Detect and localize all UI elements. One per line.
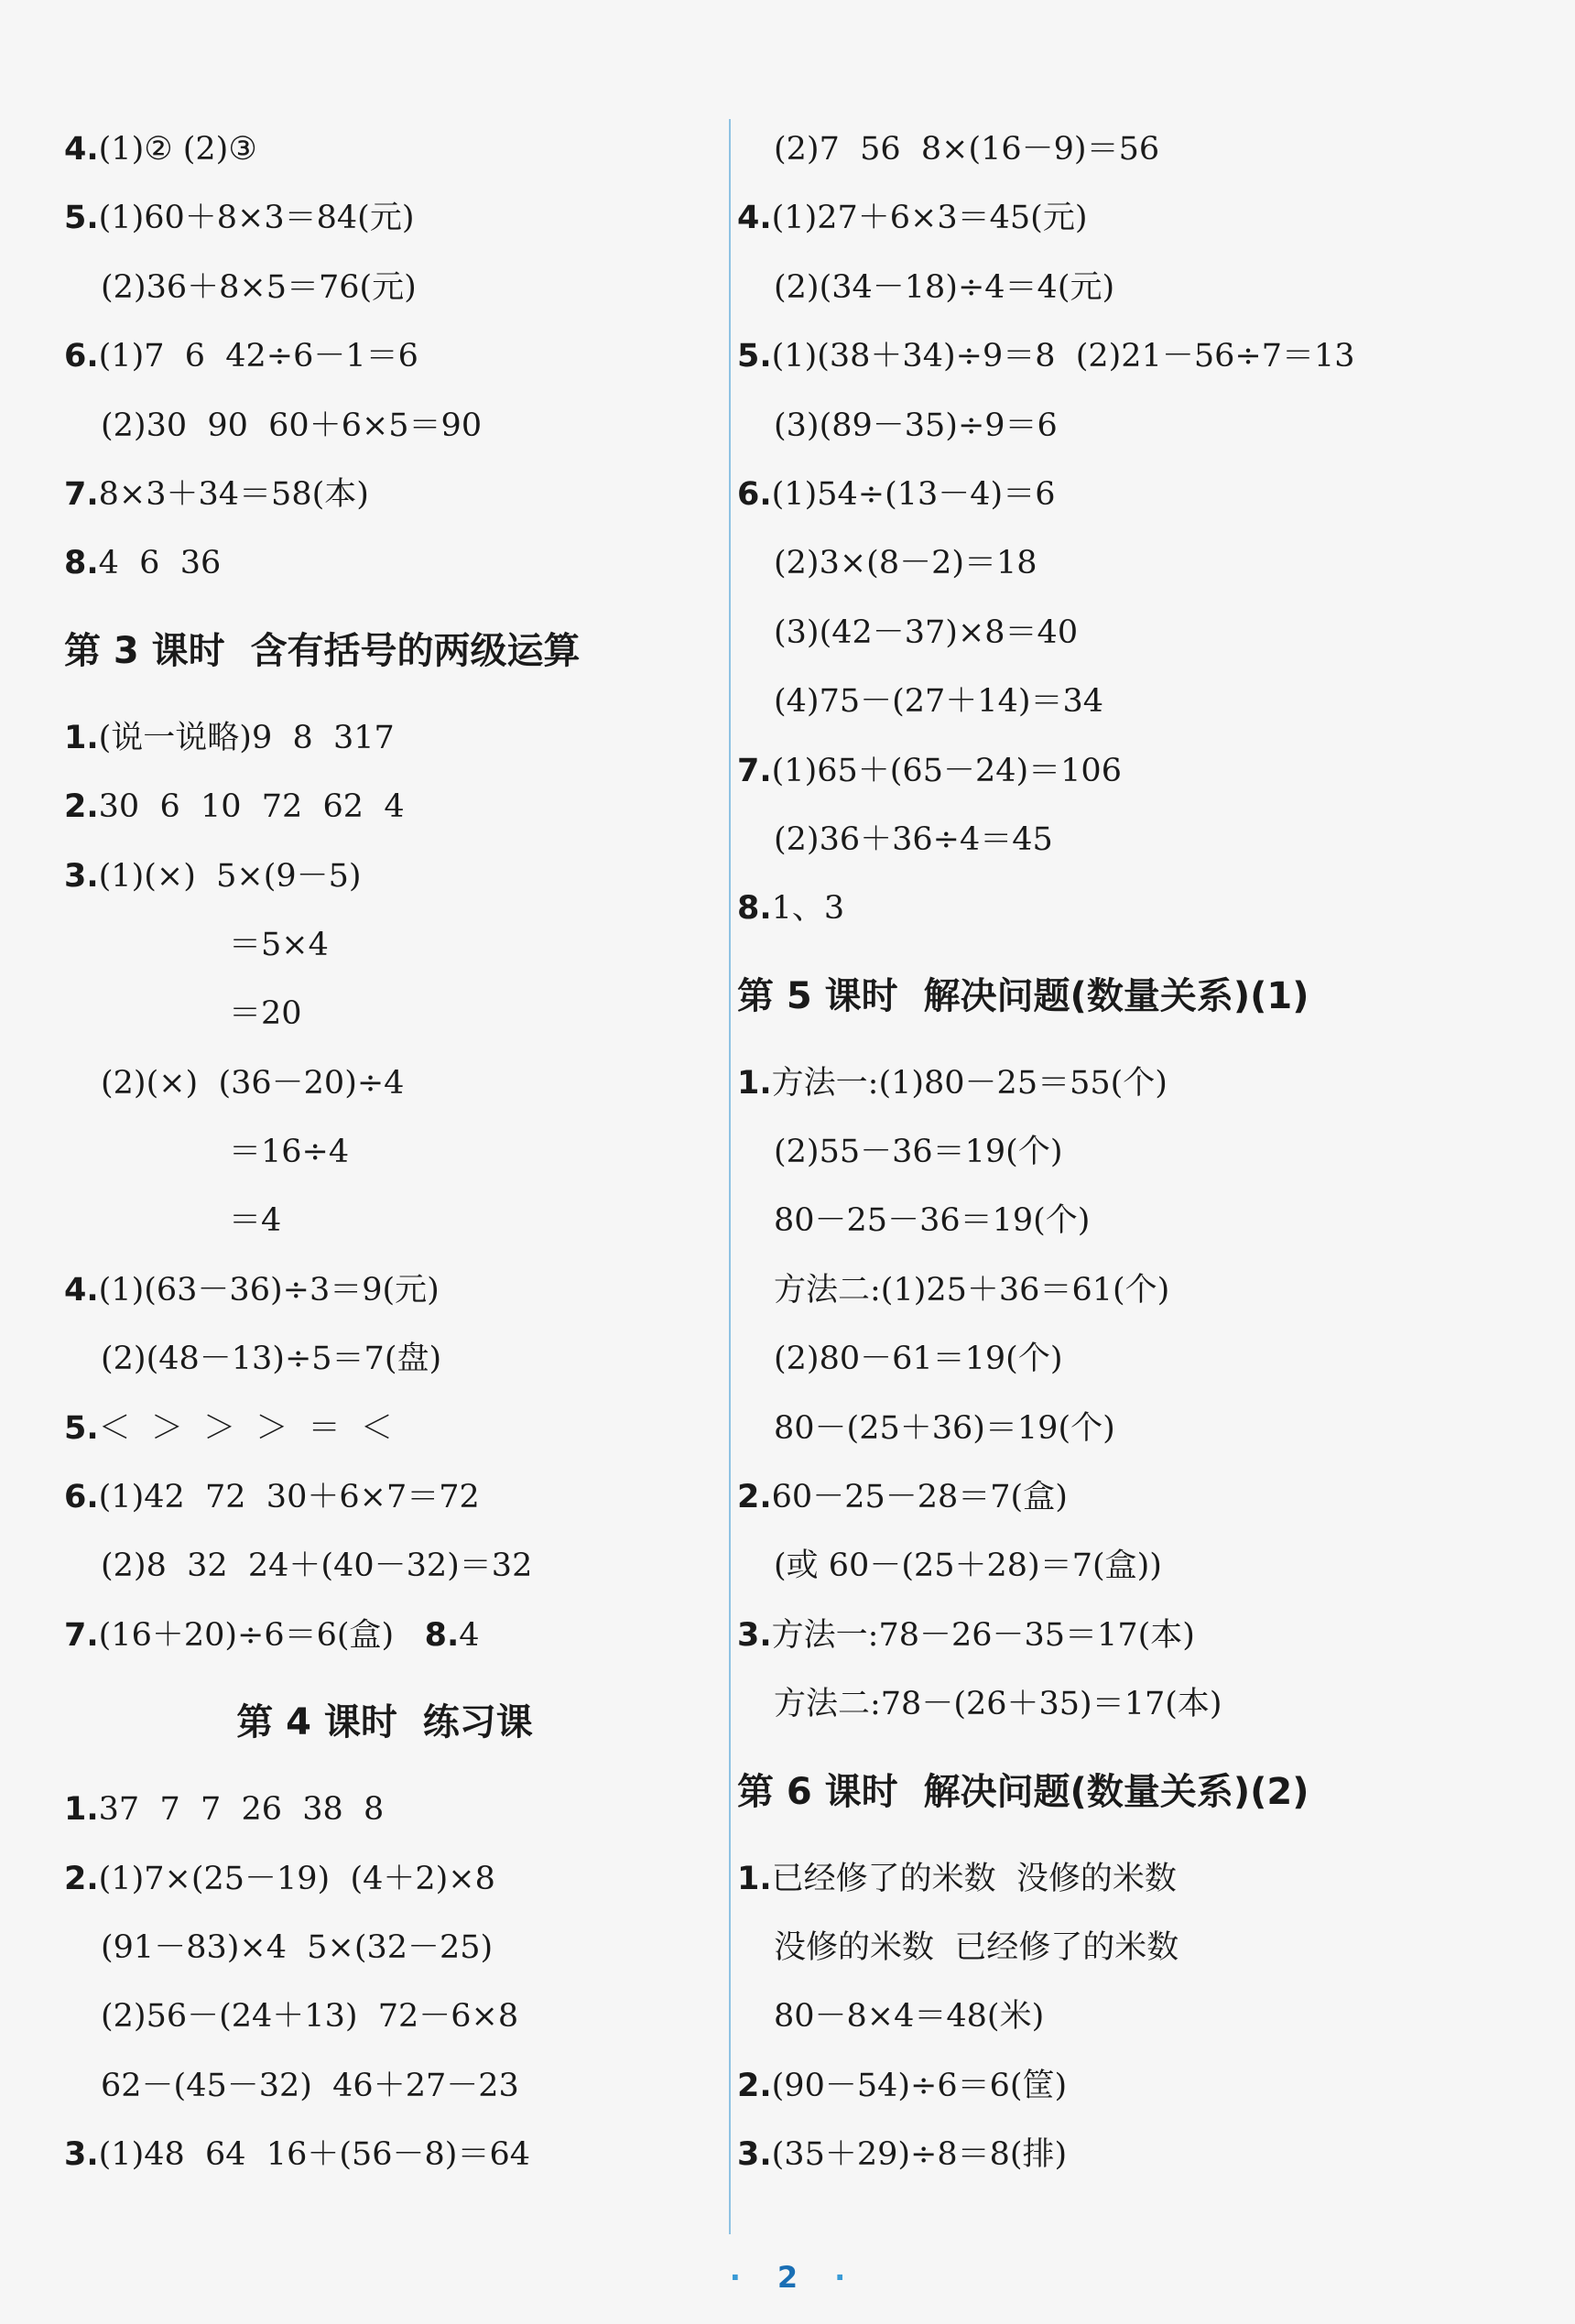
list-item: 3.(1)(×) 5×(9－5) bbox=[64, 857, 362, 895]
list-item: 2.(1)7×(25－19) (4＋2)×8 bbox=[64, 1860, 495, 1897]
list-item: 3.(35＋29)÷8＝8(排) bbox=[737, 2136, 1068, 2174]
list-item: (3)(42－37)×8＝40 bbox=[774, 614, 1079, 651]
list-item: 2.60－25－28＝7(盒) bbox=[737, 1479, 1068, 1516]
list-item: (2)(34－18)÷4＝4(元) bbox=[774, 268, 1115, 306]
list-item: (2)3×(8－2)＝18 bbox=[774, 545, 1037, 582]
footer-dot-right: · bbox=[834, 2260, 846, 2295]
list-item: 5.(1)(38＋34)÷9＝8 (2)21－56÷7＝13 bbox=[737, 338, 1355, 375]
list-item: 没修的米数 已经修了的米数 bbox=[774, 1928, 1179, 1966]
list-item: (2)56－(24＋13) 72－6×8 bbox=[101, 1998, 519, 2036]
list-item: 2.(90－54)÷6＝6(筐) bbox=[737, 2067, 1068, 2104]
list-item: 80－8×4＝48(米) bbox=[774, 1998, 1045, 2036]
section-heading-lesson-3: 第 3 课时 含有括号的两级运算 bbox=[64, 629, 581, 672]
list-item: (4)75－(27＋14)＝34 bbox=[774, 683, 1104, 721]
right-column bbox=[737, 115, 1433, 2190]
list-item: 4.(1)② (2)③ bbox=[64, 131, 257, 168]
page-footer bbox=[0, 2260, 1575, 2295]
list-item: (3)(89－35)÷9＝6 bbox=[774, 407, 1058, 444]
list-item: 4.(1)(63－36)÷3＝9(元) bbox=[64, 1271, 440, 1309]
list-item: (91－83)×4 5×(32－25) bbox=[101, 1928, 494, 1966]
column-divider bbox=[729, 119, 731, 2234]
list-item: 80－25－36＝19(个) bbox=[774, 1202, 1091, 1240]
list-item: 6.(1)7 6 42÷6－1＝6 bbox=[64, 338, 418, 375]
list-item: ＝4 bbox=[229, 1202, 282, 1240]
list-item: ＝5×4 bbox=[229, 926, 329, 963]
list-item: 3.方法一:78－26－35＝17(本) bbox=[737, 1616, 1195, 1654]
list-item: (2)55－36＝19(个) bbox=[774, 1134, 1063, 1171]
list-item: (2)(48－13)÷5＝7(盘) bbox=[101, 1341, 442, 1378]
list-item: 8.1、3 bbox=[737, 890, 845, 928]
list-item: (2)8 32 24＋(40－32)＝32 bbox=[101, 1548, 533, 1585]
list-item: 方法二:(1)25＋36＝61(个) bbox=[774, 1271, 1170, 1309]
list-item: (2)80－61＝19(个) bbox=[774, 1341, 1063, 1378]
list-item: (2)36＋36÷4＝45 bbox=[774, 820, 1053, 858]
section-heading-lesson-5: 第 5 课时 解决问题(数量关系)(1) bbox=[737, 974, 1309, 1017]
list-item: (或 60－(25＋28)＝7(盒)) bbox=[774, 1548, 1162, 1585]
list-item: 62－(45－32) 46＋27－23 bbox=[101, 2067, 519, 2104]
list-item: 3.(1)48 64 16＋(56－8)＝64 bbox=[64, 2136, 530, 2174]
list-item: 1.已经修了的米数 没修的米数 bbox=[737, 1860, 1177, 1897]
list-item: ＝20 bbox=[229, 995, 302, 1033]
list-item: 7.8×3＋34＝58(本) bbox=[64, 475, 369, 513]
list-item: 1.方法一:(1)80－25＝55(个) bbox=[737, 1064, 1168, 1102]
list-item: (2)36＋8×5＝76(元) bbox=[101, 268, 417, 306]
list-item: 5.＜ ＞ ＞ ＞ ＝ ＜ bbox=[64, 1409, 393, 1447]
list-item: 2.30 6 10 72 62 4 bbox=[64, 788, 405, 826]
list-item: 方法二:78－(26＋35)＝17(本) bbox=[774, 1686, 1222, 1723]
left-column bbox=[64, 115, 705, 2190]
list-item: ＝16÷4 bbox=[229, 1134, 350, 1171]
section-heading-lesson-4: 第 4 课时 练习课 bbox=[236, 1701, 533, 1744]
list-item: 6.(1)42 72 30＋6×7＝72 bbox=[64, 1479, 480, 1516]
list-item: 80－(25＋36)＝19(个) bbox=[774, 1409, 1115, 1447]
list-item: 7.(1)65＋(65－24)＝106 bbox=[737, 752, 1122, 789]
page-number: 2 bbox=[777, 2260, 798, 2295]
list-item: (2)7 56 8×(16－9)＝56 bbox=[774, 131, 1160, 168]
list-item: 5.(1)60＋8×3＝84(元) bbox=[64, 200, 415, 237]
list-item: 1.37 7 7 26 38 8 bbox=[64, 1791, 385, 1829]
list-item: (2)(×) (36－20)÷4 bbox=[101, 1064, 405, 1102]
list-item: 6.(1)54÷(13－4)＝6 bbox=[737, 475, 1056, 513]
list-item: 8.4 6 36 bbox=[64, 545, 222, 582]
footer-dot-left: · bbox=[729, 2260, 741, 2295]
list-item: (2)30 90 60＋6×5＝90 bbox=[101, 407, 483, 444]
section-heading-lesson-6: 第 6 课时 解决问题(数量关系)(2) bbox=[737, 1770, 1309, 1813]
list-item: 7.(16＋20)÷6＝6(盒) 8.4 bbox=[64, 1616, 480, 1654]
list-item: 1.(说一说略)9 8 317 bbox=[64, 719, 395, 756]
list-item: 4.(1)27＋6×3＝45(元) bbox=[737, 200, 1088, 237]
